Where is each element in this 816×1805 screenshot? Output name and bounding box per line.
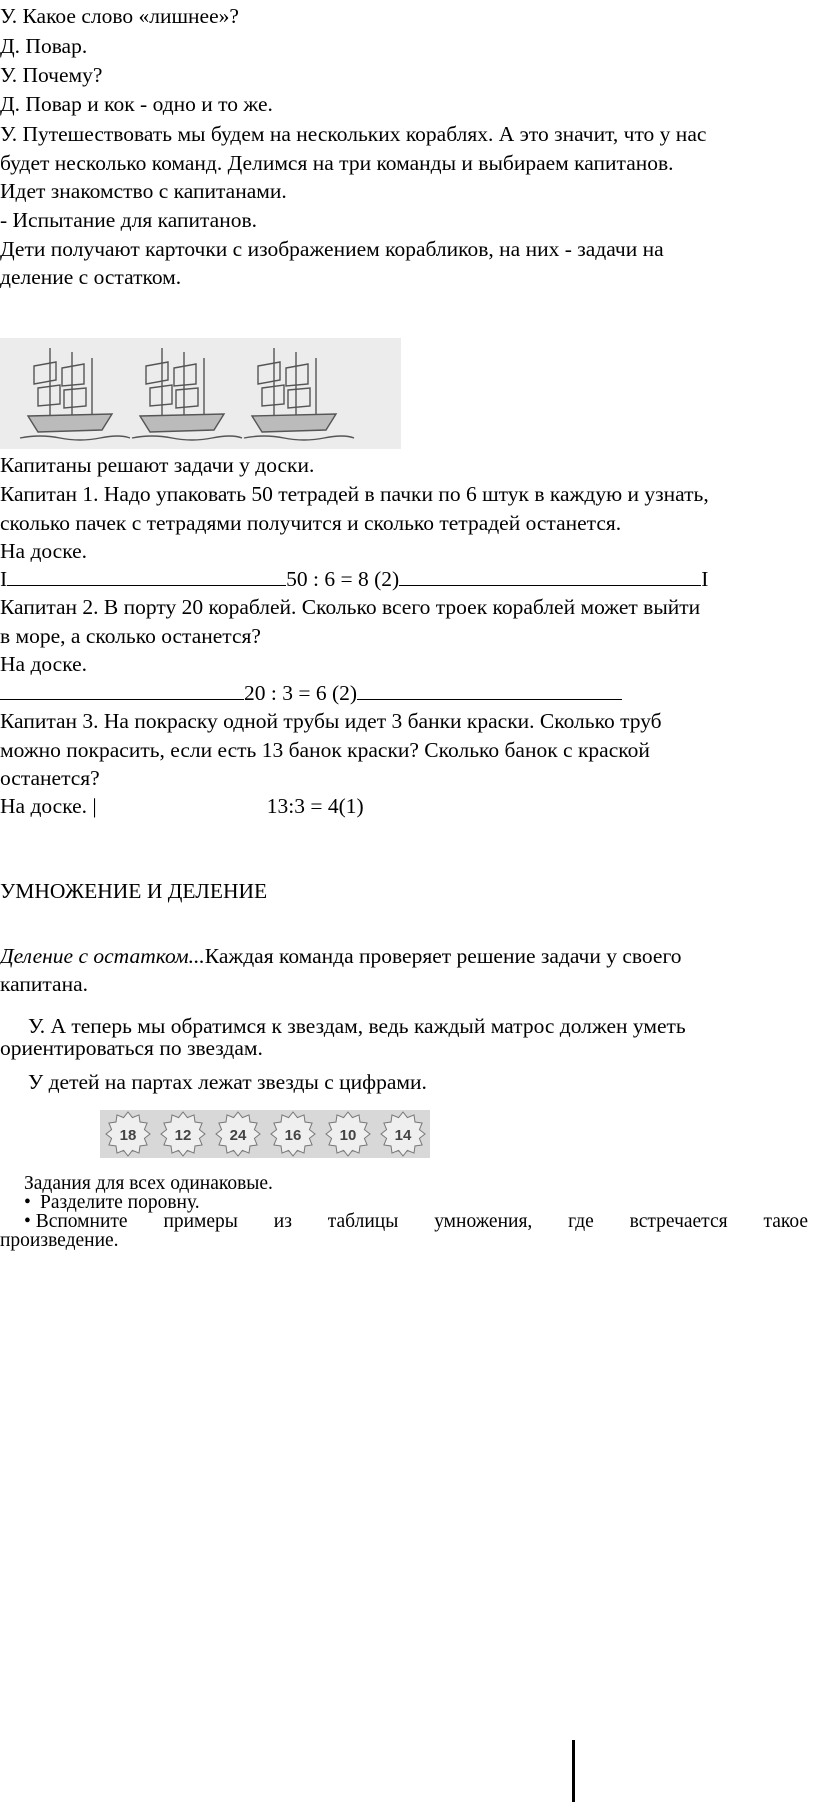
blank-line [0,681,244,700]
equation-3: 13:3 = 4(1) [266,794,364,818]
captain-2-line-1: Капитан 2. В порту 20 кораблей. Сколько всего троек кораблей может выйти [0,595,701,619]
dialogue-line-10: деление с остатком. [0,265,182,289]
bullet-2-word: умножения, [434,1211,533,1232]
bullet-icon: • Вспомните [24,1211,128,1232]
captain-3-line-2: можно покрасить, если есть 13 банок краски? Сколько банок с краской [0,738,650,762]
dialogue-line-4: Д. Повар и кок - одно и то же. [0,92,273,116]
captain-3-line-3: останется? [0,766,100,790]
star-number: 14 [394,1127,412,1144]
board-mark-left: I [0,567,8,591]
ships-illustration [0,338,401,449]
ship-icon [244,348,354,440]
bullet-2-word: примеры [163,1211,238,1232]
check-text: Каждая команда проверяет решение задачи у своего [204,944,682,968]
equation-1-row [0,565,708,593]
vertical-bar [572,1740,575,1802]
blank-line [357,681,622,700]
bullet-2-word: встречается [629,1211,728,1232]
equation-2: 20 : 3 = 6 (2) [244,681,358,705]
captain-2-line-2: в море, а сколько останется? [0,624,261,648]
dialogue-line-6: будет несколько команд. Делимся на три команды и выбираем капитанов. [0,151,674,175]
star-number: 16 [284,1127,302,1144]
captains-intro: Капитаны решают задачи у доски. [0,453,315,477]
bullet-2-end: произведение. [0,1230,119,1251]
stars-line-1: У. А теперь мы обратимся к звездам, ведь каждый матрос должен уметь [28,1014,686,1038]
equation-2-row [0,679,622,707]
tasks-line: Задания для всех одинаковые. [24,1173,273,1194]
captain-1-line-1: Капитан 1. Надо упаковать 50 тетрадей в пачки по 6 штук в каждую и узнать, [0,482,709,506]
star-number: 18 [119,1127,137,1144]
stars-illustration [100,1110,430,1158]
italic-topic: Деление с остатком... [0,944,205,968]
star-number: 10 [339,1127,357,1144]
check-line-1 [0,942,681,970]
dialogue-line-9: Дети получают карточки с изображением корабликов, на них - задачи на [0,237,664,261]
ship-icon [132,348,242,440]
on-board-1: На доске. [0,539,88,563]
equation-3-row [0,792,364,820]
star-number: 12 [174,1127,192,1144]
stars-svg [100,1110,430,1158]
dialogue-line-3: У. Почему? [0,63,103,87]
ship-icon [20,348,130,440]
bullet-icon: • [24,1192,31,1213]
captain-3-line-1: Капитан 3. На покраску одной трубы идет 3 банки краски. Сколько труб [0,709,662,733]
on-board-2: На доске. [0,652,88,676]
equation-1: 50 : 6 = 8 (2) [286,567,400,591]
dialogue-line-2: Д. Повар. [0,34,88,58]
dialogue-line-1: У. Какое слово «лишнее»? [0,4,239,28]
dialogue-line-5: У. Путешествовать мы будем на нескольких кораблях. А это значит, что у нас [0,122,707,146]
stars-line-2: ориентироваться по звездам. [0,1036,263,1060]
bullet-2-word: такое [763,1211,808,1232]
desks-line: У детей на партах лежат звезды с цифрами. [28,1070,427,1094]
bullet-2-word: таблицы [327,1211,399,1232]
board-mark-right: I [701,567,709,591]
bullet-2-word: где [568,1211,594,1232]
star-number: 24 [229,1127,247,1144]
section-heading: УМНОЖЕНИЕ И ДЕЛЕНИЕ [0,879,268,903]
dialogue-line-7: Идет знакомство с капитанами. [0,179,287,203]
bullet-2-word: из [273,1211,292,1232]
bullet-1-text: Разделите поровну. [40,1192,200,1213]
on-board-3: На доске. | [0,794,97,818]
check-line-2: капитана. [0,972,89,996]
bullet-2 [24,1211,808,1233]
blank-line [7,567,286,586]
captain-1-line-2: сколько пачек с тетрадями получится и сколько тетрадей останется. [0,511,622,535]
ships-svg [0,338,401,449]
dialogue-line-8: - Испытание для капитанов. [0,208,257,232]
blank-line [399,567,701,586]
